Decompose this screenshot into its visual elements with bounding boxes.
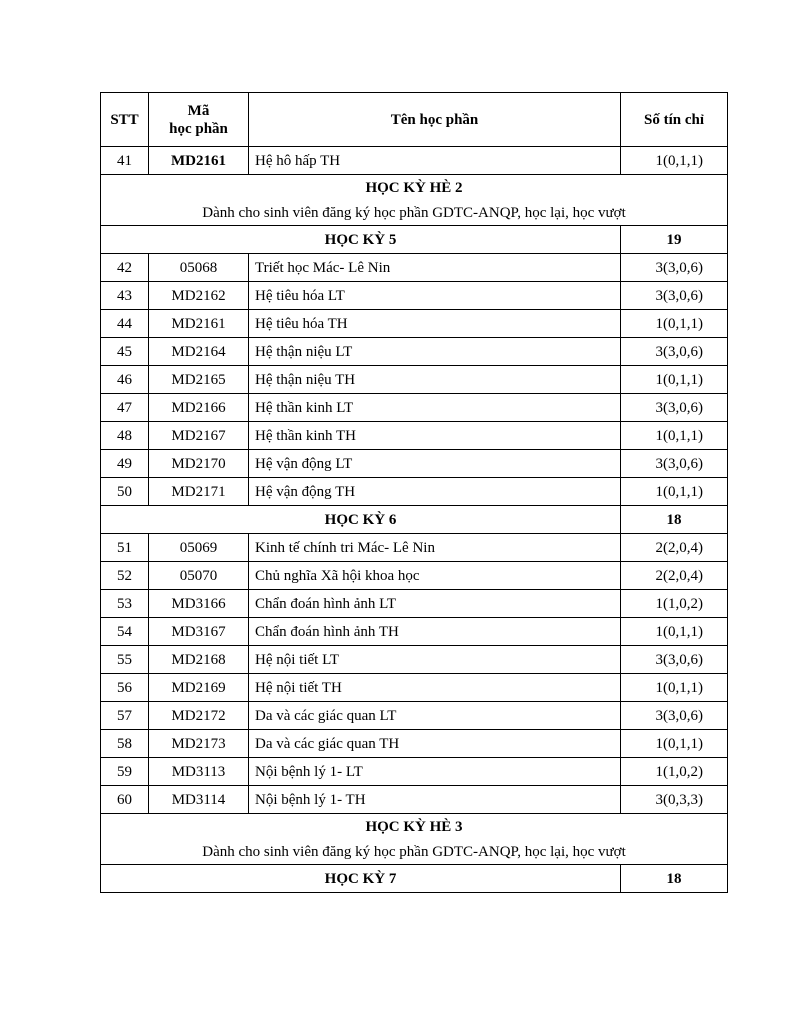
semester-6-header-row <box>101 506 728 534</box>
row-stt: 54 <box>101 618 149 646</box>
row-name: Hệ tiêu hóa TH <box>249 310 621 338</box>
row-name: Triết học Mác- Lê Nin <box>249 254 621 282</box>
row-code: 05068 <box>149 254 249 282</box>
row-credits: 3(3,0,6) <box>621 282 728 310</box>
row-stt: 56 <box>101 674 149 702</box>
table-header-row <box>101 93 728 147</box>
row-credits: 1(0,1,1) <box>621 674 728 702</box>
row-code: MD2170 <box>149 450 249 478</box>
summer-term-2-note: Dành cho sinh viên đăng ký học phần GDTC-ANQP, học lại, học vượt <box>202 205 626 221</box>
header-course-code <box>149 93 249 147</box>
row-name: Hệ thận niệu LT <box>249 338 621 366</box>
summer-term-3-title: HỌC KỲ HÈ 3 <box>365 819 463 835</box>
row-code: MD2165 <box>149 366 249 394</box>
row-credits: 3(3,0,6) <box>621 702 728 730</box>
row-name: Hệ nội tiết LT <box>249 646 621 674</box>
row-name: Hệ thần kinh LT <box>249 394 621 422</box>
summer-term-3-note: Dành cho sinh viên đăng ký học phần GDTC-ANQP, học lại, học vượt <box>202 844 626 860</box>
row-credits: 1(0,1,1) <box>621 310 728 338</box>
semester-5-title: HỌC KỲ 5 <box>101 226 621 254</box>
table-row <box>101 758 728 786</box>
table-row <box>101 562 728 590</box>
row-name: Da và các giác quan TH <box>249 730 621 758</box>
table-row <box>101 254 728 282</box>
header-course-name: Tên học phần <box>249 93 621 147</box>
row-stt: 46 <box>101 366 149 394</box>
row-code: MD2168 <box>149 646 249 674</box>
table-row <box>101 422 728 450</box>
row-code: 05069 <box>149 534 249 562</box>
row-stt: 55 <box>101 646 149 674</box>
table-row <box>101 702 728 730</box>
row-code: MD2171 <box>149 478 249 506</box>
row-code: MD2166 <box>149 394 249 422</box>
row-name: Hệ nội tiết TH <box>249 674 621 702</box>
row-credits: 3(3,0,6) <box>621 254 728 282</box>
row-credits: 1(0,1,1) <box>621 366 728 394</box>
row-name: Hệ vận động TH <box>249 478 621 506</box>
row-code: MD2173 <box>149 730 249 758</box>
row-name: Kinh tế chính tri Mác- Lê Nin <box>249 534 621 562</box>
row-stt: 60 <box>101 786 149 814</box>
row-code: MD2161 <box>149 147 249 175</box>
summer-term-2-title: HỌC KỲ HÈ 2 <box>365 180 463 196</box>
table-row <box>101 147 728 175</box>
row-credits: 1(0,1,1) <box>621 730 728 758</box>
row-credits: 1(1,0,2) <box>621 590 728 618</box>
row-credits: 2(2,0,4) <box>621 534 728 562</box>
row-name: Chủ nghĩa Xã hội khoa học <box>249 562 621 590</box>
table-row <box>101 366 728 394</box>
row-code: MD3113 <box>149 758 249 786</box>
header-credits: Số tín chỉ <box>621 93 728 147</box>
row-stt: 45 <box>101 338 149 366</box>
row-stt: 48 <box>101 422 149 450</box>
row-stt: 41 <box>101 147 149 175</box>
row-credits: 3(3,0,6) <box>621 394 728 422</box>
row-stt: 43 <box>101 282 149 310</box>
row-stt: 57 <box>101 702 149 730</box>
table-row <box>101 590 728 618</box>
table-row <box>101 310 728 338</box>
table-row <box>101 450 728 478</box>
row-code: MD2172 <box>149 702 249 730</box>
curriculum-table <box>100 92 728 893</box>
header-code-line2: học phần <box>169 120 228 137</box>
table-row <box>101 674 728 702</box>
table-row <box>101 394 728 422</box>
row-name: Nội bệnh lý 1- TH <box>249 786 621 814</box>
row-credits: 1(0,1,1) <box>621 422 728 450</box>
table-row <box>101 338 728 366</box>
row-code: 05070 <box>149 562 249 590</box>
row-name: Hệ hô hấp TH <box>249 147 621 175</box>
row-name: Hệ tiêu hóa LT <box>249 282 621 310</box>
row-credits: 1(0,1,1) <box>621 147 728 175</box>
row-credits: 3(3,0,6) <box>621 338 728 366</box>
row-name: Hệ vận động LT <box>249 450 621 478</box>
row-credits: 3(0,3,3) <box>621 786 728 814</box>
row-name: Chẩn đoán hình ảnh LT <box>249 590 621 618</box>
row-stt: 49 <box>101 450 149 478</box>
semester-5-header-row <box>101 226 728 254</box>
row-code: MD3114 <box>149 786 249 814</box>
row-name: Chẩn đoán hình ảnh TH <box>249 618 621 646</box>
summer-term-2-row <box>101 175 728 226</box>
semester-7-credits: 18 <box>621 865 728 893</box>
row-stt: 51 <box>101 534 149 562</box>
summer-term-2-cell <box>101 175 728 226</box>
row-stt: 50 <box>101 478 149 506</box>
row-code: MD2167 <box>149 422 249 450</box>
row-name: Hệ thần kinh TH <box>249 422 621 450</box>
row-credits: 3(3,0,6) <box>621 450 728 478</box>
row-credits: 2(2,0,4) <box>621 562 728 590</box>
semester-5-credits: 19 <box>621 226 728 254</box>
semester-7-title: HỌC KỲ 7 <box>101 865 621 893</box>
row-code: MD2161 <box>149 310 249 338</box>
row-code: MD2164 <box>149 338 249 366</box>
semester-7-header-row <box>101 865 728 893</box>
row-code: MD2162 <box>149 282 249 310</box>
row-credits: 1(0,1,1) <box>621 618 728 646</box>
table-row <box>101 282 728 310</box>
summer-term-3-row <box>101 814 728 865</box>
row-name: Hệ thận niệu TH <box>249 366 621 394</box>
summer-term-3-cell <box>101 814 728 865</box>
table-row <box>101 730 728 758</box>
row-stt: 59 <box>101 758 149 786</box>
row-stt: 58 <box>101 730 149 758</box>
row-name: Nội bệnh lý 1- LT <box>249 758 621 786</box>
table-row <box>101 786 728 814</box>
semester-6-title: HỌC KỲ 6 <box>101 506 621 534</box>
row-name: Da và các giác quan LT <box>249 702 621 730</box>
row-credits: 1(1,0,2) <box>621 758 728 786</box>
table-row <box>101 618 728 646</box>
row-code: MD3167 <box>149 618 249 646</box>
row-stt: 47 <box>101 394 149 422</box>
row-stt: 53 <box>101 590 149 618</box>
row-credits: 3(3,0,6) <box>621 646 728 674</box>
row-credits: 1(0,1,1) <box>621 478 728 506</box>
table-row <box>101 534 728 562</box>
table-row <box>101 478 728 506</box>
row-stt: 52 <box>101 562 149 590</box>
row-code: MD3166 <box>149 590 249 618</box>
row-code: MD2169 <box>149 674 249 702</box>
row-stt: 42 <box>101 254 149 282</box>
row-stt: 44 <box>101 310 149 338</box>
header-code-line1: Mã <box>187 102 210 119</box>
header-stt: STT <box>101 93 149 147</box>
semester-6-credits: 18 <box>621 506 728 534</box>
table-row <box>101 646 728 674</box>
